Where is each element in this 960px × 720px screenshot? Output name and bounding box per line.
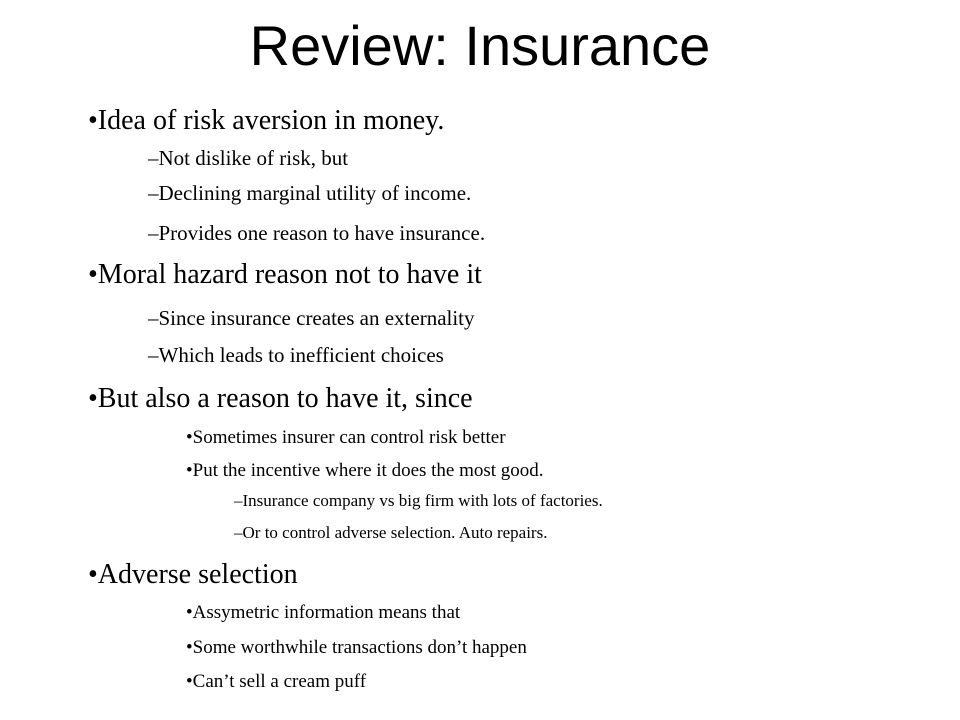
sub-bullet-control-risk: •Sometimes insurer can control risk better bbox=[186, 427, 506, 448]
bullet-adverse-selection: •Adverse selection bbox=[88, 559, 298, 590]
sub-bullet-one-reason: –Provides one reason to have insurance. bbox=[148, 221, 486, 245]
bullet-moral-hazard: •Moral hazard reason not to have it bbox=[88, 259, 482, 290]
sub-bullet-externality: –Since insurance creates an externality bbox=[148, 306, 475, 330]
sub-sub-bullet-factories: –Insurance company vs big firm with lots of factories. bbox=[234, 491, 603, 510]
bullet-reason-to-have: •But also a reason to have it, since bbox=[88, 383, 473, 414]
sub-bullet-declining-utility: –Declining marginal utility of income. bbox=[148, 181, 472, 205]
sub-bullet-assymetric-info: •Assymetric information means that bbox=[186, 602, 461, 623]
sub-bullet-cream-puff: •Can’t sell a cream puff bbox=[186, 671, 367, 692]
sub-bullet-incentive: •Put the incentive where it does the most good. bbox=[186, 460, 544, 481]
sub-bullet-transactions: •Some worthwhile transactions don’t happen bbox=[186, 637, 527, 658]
sub-sub-bullet-auto-repairs: –Or to control adverse selection. Auto repairs. bbox=[234, 523, 548, 542]
sub-bullet-not-dislike: –Not dislike of risk, but bbox=[148, 146, 349, 170]
slide-title: Review: Insurance bbox=[249, 14, 711, 77]
bullet-risk-aversion: •Idea of risk aversion in money. bbox=[88, 105, 445, 136]
sub-bullet-inefficient-choices: –Which leads to inefficient choices bbox=[148, 343, 444, 367]
